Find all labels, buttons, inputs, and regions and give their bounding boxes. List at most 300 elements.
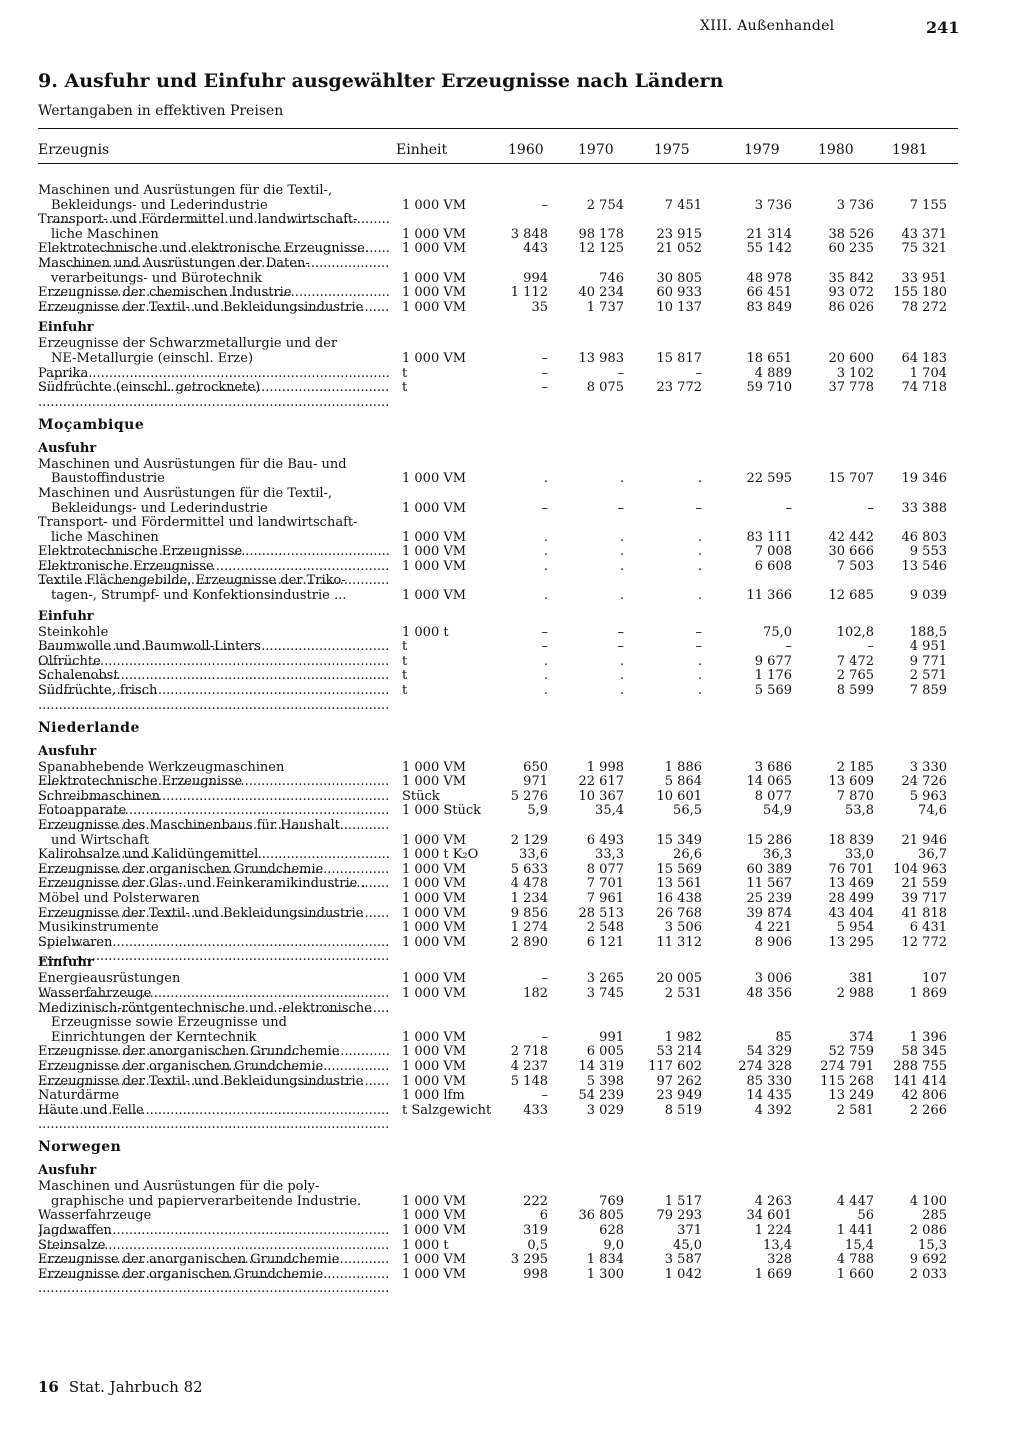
table-row <box>38 367 958 382</box>
value-cell: 54,9 <box>763 803 792 819</box>
value-cell: 7 870 <box>836 788 874 804</box>
value-cell: – <box>867 639 874 655</box>
value-cell: 9 856 <box>510 905 548 921</box>
unit-cell: 1 000 VM <box>402 1266 467 1282</box>
unit-cell: 1 000 VM <box>402 759 467 775</box>
value-cell: 98 178 <box>578 226 624 242</box>
value-cell: 374 <box>849 1029 874 1045</box>
value-cell: 12 772 <box>901 934 947 950</box>
table-row <box>38 819 958 834</box>
value-cell: . <box>619 668 624 684</box>
value-cell: 1 300 <box>586 1266 624 1282</box>
value-cell: . <box>619 471 624 487</box>
value-cell: 83 849 <box>746 299 792 315</box>
product-name: Erzeugnisse sowie Erzeugnisse und <box>51 1016 287 1031</box>
value-cell: 650 <box>523 759 548 775</box>
value-cell: 66 451 <box>746 285 792 301</box>
table-row <box>38 640 958 655</box>
unit-cell: 1 000 VM <box>402 1044 467 1060</box>
value-cell: 35 <box>531 299 548 315</box>
value-cell: 9,0 <box>603 1237 624 1253</box>
value-cell: 2 765 <box>836 668 874 684</box>
value-cell: – <box>541 639 548 655</box>
value-cell: . <box>697 588 702 604</box>
value-cell: 52 759 <box>828 1044 874 1060</box>
col-header-1979: 1979 <box>744 142 780 158</box>
value-cell: 10 601 <box>656 788 702 804</box>
country-heading: Moçambique <box>38 416 145 433</box>
value-cell: 319 <box>523 1223 548 1239</box>
product-name: Transport- und Fördermittel und landwirtschaft- <box>38 213 358 228</box>
value-cell: 34 601 <box>746 1208 792 1224</box>
table-row <box>38 472 958 487</box>
product-name: Fotoapparate ..... <box>38 804 390 833</box>
value-cell: 41 818 <box>901 905 947 921</box>
value-cell: 1 224 <box>754 1223 792 1239</box>
value-cell: 53,8 <box>845 803 874 819</box>
unit-cell: 1 000 VM <box>402 861 467 877</box>
value-cell: 7 701 <box>586 876 624 892</box>
table-row <box>38 1016 958 1031</box>
table-row <box>38 936 958 951</box>
table-row <box>38 1253 958 1268</box>
value-cell: 23 772 <box>656 380 702 396</box>
value-cell: 56 <box>857 1208 874 1224</box>
product-name: Erzeugnisse der Textil- und Bekleidungsindustrie <box>38 1074 364 1089</box>
value-cell: 78 272 <box>901 299 947 315</box>
unit-cell: 1 000 VM <box>402 270 467 286</box>
value-cell: . <box>543 668 548 684</box>
value-cell: 3 506 <box>664 920 702 936</box>
value-cell: 21 559 <box>901 876 947 892</box>
value-cell: 75 321 <box>901 241 947 257</box>
value-cell: 13 609 <box>828 774 874 790</box>
product-name: Elektrotechnische Erzeugnisse ..... <box>38 775 390 804</box>
table-row <box>38 560 958 575</box>
value-cell: . <box>697 471 702 487</box>
table-row <box>38 458 958 473</box>
value-cell: 38 526 <box>828 226 874 242</box>
value-cell: 22 617 <box>578 774 624 790</box>
value-cell: 23 949 <box>656 1088 702 1104</box>
value-cell: 1 834 <box>586 1252 624 1268</box>
value-cell: 76 701 <box>828 861 874 877</box>
value-cell: 19 346 <box>901 471 947 487</box>
product-name: Steinsalze ..... <box>38 1239 390 1268</box>
product-name: Elektrotechnische und elektronische Erzeugnisse. ..... <box>38 242 390 271</box>
value-cell: . <box>697 529 702 545</box>
value-cell: 83 111 <box>746 529 792 545</box>
value-cell: 58 345 <box>901 1044 947 1060</box>
value-cell: . <box>619 529 624 545</box>
value-cell: 107 <box>922 971 947 987</box>
value-cell: 54 329 <box>746 1044 792 1060</box>
value-cell: 2 890 <box>510 934 548 950</box>
value-cell: 433 <box>523 1102 548 1118</box>
value-cell: 222 <box>523 1193 548 1209</box>
value-cell: 20 005 <box>656 971 702 987</box>
value-cell: – <box>617 624 624 640</box>
unit-cell: 1 000 VM <box>402 350 467 366</box>
value-cell: 5 864 <box>664 774 702 790</box>
unit-cell: 1 000 VM <box>402 558 467 574</box>
value-cell: 36,3 <box>763 847 792 863</box>
table-row <box>38 257 958 272</box>
trade-direction-heading: Einfuhr <box>38 955 94 971</box>
table-row <box>38 790 958 805</box>
value-cell: 2 988 <box>836 985 874 1001</box>
trade-direction-heading: Ausfuhr <box>38 440 97 456</box>
value-cell: 2 581 <box>836 1102 874 1118</box>
unit-cell: 1 000 VM <box>402 1029 467 1045</box>
value-cell: – <box>695 365 702 381</box>
value-cell: 4 263 <box>754 1193 792 1209</box>
value-cell: 13,4 <box>763 1237 792 1253</box>
value-cell: – <box>541 971 548 987</box>
table-row <box>38 381 958 396</box>
product-name: Bekleidungs- und Lederindustrie ..... <box>51 199 390 228</box>
table-row <box>38 301 958 316</box>
value-cell: . <box>619 683 624 699</box>
value-cell: 7 008 <box>754 544 792 560</box>
value-cell: 182 <box>523 985 548 1001</box>
col-header-1980: 1980 <box>818 142 854 158</box>
value-cell: 59 710 <box>746 380 792 396</box>
product-name: Erzeugnisse des Maschinenbaus für Haushalt <box>38 819 340 833</box>
unit-cell: t <box>402 380 408 396</box>
value-cell: 16 438 <box>656 890 702 906</box>
unit-cell: 1 000 VM <box>402 876 467 892</box>
value-cell: 7 451 <box>664 197 702 213</box>
trade-direction-heading: Ausfuhr <box>38 743 97 759</box>
product-name: Einrichtungen der Kerntechnik ..... <box>51 1031 390 1060</box>
value-cell: 25 239 <box>746 890 792 906</box>
value-cell: 33,0 <box>845 847 874 863</box>
value-cell: 2 086 <box>909 1223 947 1239</box>
value-cell: . <box>543 529 548 545</box>
unit-cell: 1 000 t <box>402 1237 449 1253</box>
data-table <box>38 172 958 1282</box>
table-row <box>38 877 958 892</box>
value-cell: 23 915 <box>656 226 702 242</box>
unit-cell: 1 000 VM <box>402 285 467 301</box>
value-cell: 2 718 <box>510 1044 548 1060</box>
value-cell: 7 472 <box>836 653 874 669</box>
value-cell: 117 602 <box>648 1058 702 1074</box>
value-cell: 10 137 <box>656 299 702 315</box>
value-cell: 11 312 <box>656 934 702 950</box>
value-cell: . <box>543 471 548 487</box>
value-cell: 74,6 <box>918 803 947 819</box>
value-cell: 60 235 <box>828 241 874 257</box>
value-cell: 1 274 <box>510 920 548 936</box>
table-row <box>38 1075 958 1090</box>
table-row <box>38 337 958 352</box>
unit-cell: 1 000 VM <box>402 241 467 257</box>
value-cell: . <box>619 588 624 604</box>
value-cell: 2 266 <box>909 1102 947 1118</box>
value-cell: 40 234 <box>578 285 624 301</box>
value-cell: 35,4 <box>595 803 624 819</box>
table-row <box>38 1239 958 1254</box>
footer-source: Stat. Jahrbuch 82 <box>68 1378 203 1396</box>
value-cell: 15 817 <box>656 350 702 366</box>
unit-cell: 1 000 VM <box>402 890 467 906</box>
value-cell: 2 033 <box>909 1266 947 1282</box>
table-row <box>38 352 958 367</box>
unit-cell: 1 000 VM <box>402 905 467 921</box>
value-cell: 3 736 <box>836 197 874 213</box>
value-cell: 22 595 <box>746 471 792 487</box>
value-cell: 75,0 <box>763 624 792 640</box>
product-name: Energieausrüstungen ..... <box>38 972 390 1001</box>
footer-page-number: 16 <box>38 1378 59 1396</box>
value-cell: – <box>617 639 624 655</box>
value-cell: 5 276 <box>510 788 548 804</box>
value-cell: 15 569 <box>656 861 702 877</box>
value-cell: 328 <box>767 1252 792 1268</box>
value-cell: 1 869 <box>909 985 947 1001</box>
value-cell: 1 396 <box>909 1029 947 1045</box>
value-cell: 2 531 <box>664 985 702 1001</box>
product-name: Elektrotechnische Erzeugnisse ..... <box>38 545 390 574</box>
value-cell: 2 548 <box>586 920 624 936</box>
unit-cell: 1 000 VM <box>402 985 467 1001</box>
value-cell: 46 803 <box>901 529 947 545</box>
value-cell: 4 447 <box>836 1193 874 1209</box>
value-cell: . <box>697 558 702 574</box>
unit-cell: 1 000 VM <box>402 920 467 936</box>
value-cell: – <box>541 1088 548 1104</box>
value-cell: – <box>867 500 874 516</box>
country-heading: Norwegen <box>38 1139 122 1156</box>
value-cell: 6 005 <box>586 1044 624 1060</box>
value-cell: 7 155 <box>909 197 947 213</box>
table-row <box>38 1209 958 1224</box>
value-cell: 35 842 <box>828 270 874 286</box>
value-cell: – <box>541 365 548 381</box>
product-name: Südfrüchte, frisch ..... <box>38 684 390 713</box>
value-cell: 998 <box>523 1266 548 1282</box>
product-name: Maschinen und Ausrüstungen für die poly- <box>38 1180 320 1195</box>
table-row <box>38 1180 958 1195</box>
value-cell: 6 121 <box>586 934 624 950</box>
value-cell: 13 546 <box>901 558 947 574</box>
table-row <box>38 502 958 517</box>
value-cell: 1 441 <box>836 1223 874 1239</box>
value-cell: – <box>541 500 548 516</box>
value-cell: 14 065 <box>746 774 792 790</box>
value-cell: 5 569 <box>754 683 792 699</box>
value-cell: 12 685 <box>828 588 874 604</box>
col-header-1970: 1970 <box>578 142 614 158</box>
value-cell: . <box>697 668 702 684</box>
value-cell: 994 <box>523 270 548 286</box>
value-cell: . <box>619 558 624 574</box>
unit-cell: t <box>402 639 408 655</box>
value-cell: 30 805 <box>656 270 702 286</box>
table-row <box>38 242 958 257</box>
table-row <box>38 921 958 936</box>
product-name: und Wirtschaft ..... <box>51 834 390 863</box>
trade-direction-heading: Einfuhr <box>38 320 94 336</box>
value-cell: 30 666 <box>828 544 874 560</box>
value-cell: 5 148 <box>510 1073 548 1089</box>
product-name: Erzeugnisse der Textil- und Bekleidungsindustrie <box>38 300 364 315</box>
value-cell: 18 651 <box>746 350 792 366</box>
value-cell: 9 692 <box>909 1252 947 1268</box>
value-cell: 45,0 <box>673 1237 702 1253</box>
header-top-rule <box>38 128 958 129</box>
value-cell: 7 859 <box>909 683 947 699</box>
product-name: Erzeugnisse der chemischen Industrie ..... <box>38 286 390 315</box>
value-cell: 991 <box>599 1029 624 1045</box>
product-name: Kalirohsalze und Kalidüngemittel ..... <box>38 848 390 877</box>
value-cell: 628 <box>599 1223 624 1239</box>
value-cell: 53 214 <box>656 1044 702 1060</box>
product-name: Maschinen und Ausrüstungen der Daten- <box>38 256 310 271</box>
product-name: liche Maschinen ..... <box>51 228 390 257</box>
value-cell: 9 553 <box>909 544 947 560</box>
product-name: Elektronische Erzeugnisse ..... <box>38 560 390 589</box>
value-cell: 4 237 <box>510 1058 548 1074</box>
value-cell: 15,3 <box>918 1237 947 1253</box>
unit-cell: t <box>402 365 408 381</box>
value-cell: – <box>617 500 624 516</box>
value-cell: 1 998 <box>586 759 624 775</box>
product-name: Erzeugnisse der Glas- und Feinkeramikindustrie . <box>38 877 366 892</box>
unit-cell: 1 000 VM <box>402 1193 467 1209</box>
value-cell: 5,9 <box>527 803 548 819</box>
col-header-einheit: Einheit <box>396 142 448 158</box>
value-cell: . <box>543 683 548 699</box>
table-row <box>38 1224 958 1239</box>
value-cell: 37 778 <box>828 380 874 396</box>
product-name: Maschinen und Ausrüstungen für die Bau- und <box>38 457 347 472</box>
value-cell: 4 889 <box>754 365 792 381</box>
value-cell: 42 806 <box>901 1088 947 1104</box>
value-cell: 274 328 <box>738 1058 792 1074</box>
value-cell: – <box>695 639 702 655</box>
value-cell: 28 499 <box>828 890 874 906</box>
table-row <box>38 761 958 776</box>
value-cell: 8 906 <box>754 934 792 950</box>
unit-cell: 1 000 VM <box>402 299 467 315</box>
column-header-row <box>38 142 958 162</box>
product-name: Wasserfahrzeuge ..... <box>38 987 390 1016</box>
value-cell: 79 293 <box>656 1208 702 1224</box>
unit-cell: 1 000 VM <box>402 471 467 487</box>
value-cell: 36 805 <box>578 1208 624 1224</box>
value-cell: 1 704 <box>909 365 947 381</box>
value-cell: 7 961 <box>586 890 624 906</box>
page-footer <box>38 1378 203 1396</box>
value-cell: 48 356 <box>746 985 792 1001</box>
product-name: verarbeitungs- und Bürotechnik ..... <box>51 272 390 301</box>
value-cell: 2 185 <box>836 759 874 775</box>
value-cell: 371 <box>677 1223 702 1239</box>
value-cell: 97 262 <box>656 1073 702 1089</box>
table-row <box>38 972 958 987</box>
value-cell: – <box>541 1029 548 1045</box>
col-header-1960: 1960 <box>508 142 544 158</box>
table-row <box>38 574 958 589</box>
value-cell: – <box>785 500 792 516</box>
table-row <box>38 228 958 243</box>
table-row <box>38 775 958 790</box>
table-row <box>38 804 958 819</box>
value-cell: 0,5 <box>527 1237 548 1253</box>
table-row <box>38 184 958 199</box>
product-name: Schreibmaschinen ..... <box>38 790 390 819</box>
value-cell: 3 745 <box>586 985 624 1001</box>
value-cell: 2 754 <box>586 197 624 213</box>
value-cell: 769 <box>599 1193 624 1209</box>
unit-cell: t Salzgewicht <box>402 1102 492 1118</box>
table-row <box>38 545 958 560</box>
product-name: Naturdärme ..... <box>38 1089 390 1118</box>
product-name: Erzeugnisse der anorganischen Grundchemie ..... <box>38 1253 390 1282</box>
value-cell: 3 102 <box>836 365 874 381</box>
value-cell: . <box>543 588 548 604</box>
value-cell: 6 493 <box>586 832 624 848</box>
product-name: Spanabhebende Werkzeugmaschinen ..... <box>38 761 390 790</box>
table-row <box>38 213 958 228</box>
page-number: 241 <box>926 18 960 37</box>
value-cell: 4 788 <box>836 1252 874 1268</box>
product-name: Medizinisch-röntgentechnische und -elektronische <box>38 1001 372 1016</box>
table-row <box>38 487 958 502</box>
country-heading: Niederlande <box>38 719 140 736</box>
product-name: Südfrüchte (einschl. getrocknete) ..... <box>38 381 390 410</box>
value-cell: 43 371 <box>901 226 947 242</box>
table-row <box>38 892 958 907</box>
value-cell: 8 077 <box>754 788 792 804</box>
value-cell: – <box>617 365 624 381</box>
value-cell: 14 319 <box>578 1058 624 1074</box>
value-cell: 43 404 <box>828 905 874 921</box>
col-header-1981: 1981 <box>892 142 928 158</box>
value-cell: 9 771 <box>909 653 947 669</box>
value-cell: 3 295 <box>510 1252 548 1268</box>
value-cell: 1 517 <box>664 1193 702 1209</box>
value-cell: 85 330 <box>746 1073 792 1089</box>
value-cell: 1 737 <box>586 299 624 315</box>
table-row <box>38 1195 958 1210</box>
value-cell: 33,6 <box>519 847 548 863</box>
unit-cell: 1 000 VM <box>402 1073 467 1089</box>
value-cell: – <box>695 624 702 640</box>
product-name: Ölfrüchte ..... <box>38 655 390 684</box>
value-cell: 1 042 <box>664 1266 702 1282</box>
unit-cell: 1 000 VM <box>402 832 467 848</box>
unit-cell: 1 000 Stück <box>402 803 482 819</box>
unit-cell: 1 000 VM <box>402 774 467 790</box>
value-cell: 4 478 <box>510 876 548 892</box>
value-cell: 141 414 <box>893 1073 947 1089</box>
value-cell: 4 392 <box>754 1102 792 1118</box>
value-cell: 28 513 <box>578 905 624 921</box>
value-cell: 13 249 <box>828 1088 874 1104</box>
table-row <box>38 1045 958 1060</box>
table-row <box>38 987 958 1002</box>
table-row <box>38 907 958 922</box>
value-cell: 11 567 <box>746 876 792 892</box>
header-bottom-rule <box>38 163 958 164</box>
unit-cell: 1 000 VM <box>402 1208 467 1224</box>
table-row <box>38 655 958 670</box>
value-cell: 48 978 <box>746 270 792 286</box>
